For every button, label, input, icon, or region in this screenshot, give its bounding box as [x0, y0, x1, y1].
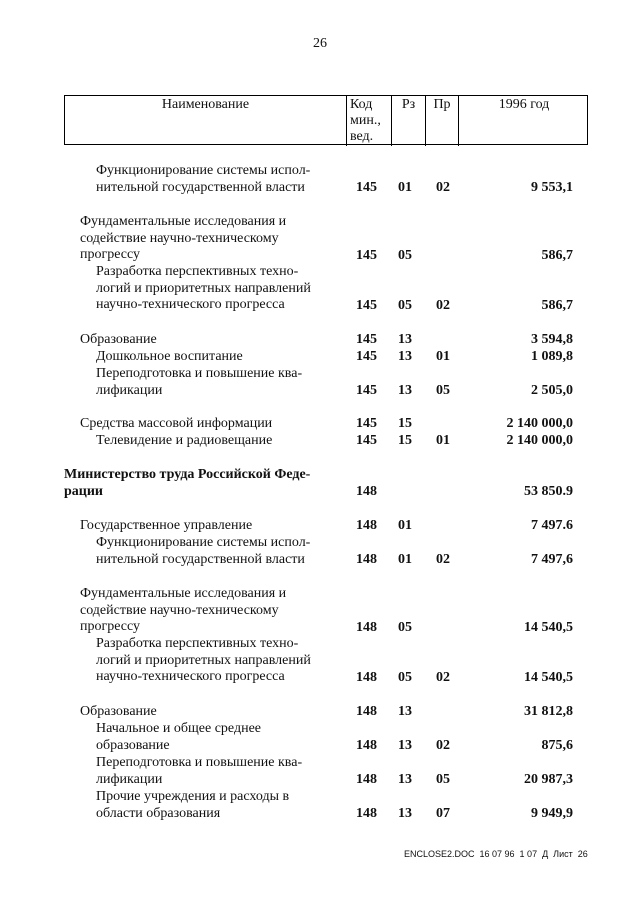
row-value: 7 497,6: [531, 552, 573, 567]
row-rz: 01: [398, 552, 412, 567]
row-code: 145: [356, 248, 377, 263]
row-name: Телевидение и радиовещание: [96, 433, 273, 448]
row-value: 875,6: [541, 738, 573, 753]
row-code: 145: [356, 383, 377, 398]
row-value: 586,7: [541, 248, 573, 263]
row-name: Начальное и общее среднее образование: [96, 721, 261, 753]
row-pr: 01: [436, 433, 450, 448]
row-value: 31 812,8: [524, 704, 573, 719]
row-value: 7 497.6: [531, 518, 573, 533]
row-name: Переподготовка и повышение ква- лификации: [96, 755, 303, 787]
row-pr: 02: [436, 670, 450, 685]
row-rz: 13: [398, 332, 412, 347]
page-number: 26: [313, 36, 327, 51]
row-value: 53 850.9: [524, 484, 573, 499]
row-code: 148: [356, 620, 377, 635]
document-footer: ENCLOSE2.DOC 16 07 96 1 07 Д Лист 26: [404, 849, 588, 859]
row-rz: 01: [398, 180, 412, 195]
header-pr: Пр: [425, 96, 458, 146]
row-pr: 02: [436, 298, 450, 313]
row-pr: 02: [436, 180, 450, 195]
row-rz: 13: [398, 738, 412, 753]
row-value: 14 540,5: [524, 620, 573, 635]
row-rz: 01: [398, 518, 412, 533]
row-name: Разработка перспективных техно- логий и приоритетных направлений научно-технического прогресса: [96, 264, 311, 313]
row-code: 148: [356, 484, 377, 499]
header-rz: Рз: [391, 96, 425, 146]
row-code: 148: [356, 738, 377, 753]
row-rz: 15: [398, 433, 412, 448]
row-rz: 13: [398, 806, 412, 821]
row-code: 148: [356, 704, 377, 719]
row-code: 145: [356, 349, 377, 364]
row-code: 145: [356, 180, 377, 195]
row-name: Образование: [80, 332, 157, 347]
row-name: Переподготовка и повышение ква- лификации: [96, 366, 303, 398]
row-pr: 05: [436, 772, 450, 787]
row-code: 148: [356, 806, 377, 821]
row-rz: 05: [398, 248, 412, 263]
row-rz: 05: [398, 620, 412, 635]
row-value: 9 949,9: [531, 806, 573, 821]
header-year: 1996 год: [458, 96, 589, 146]
row-rz: 13: [398, 383, 412, 398]
row-code: 145: [356, 332, 377, 347]
row-value: 20 987,3: [524, 772, 573, 787]
row-pr: 01: [436, 349, 450, 364]
row-value: 3 594,8: [531, 332, 573, 347]
row-rz: 13: [398, 704, 412, 719]
row-value: 14 540,5: [524, 670, 573, 685]
row-code: 148: [356, 670, 377, 685]
row-code: 145: [356, 298, 377, 313]
row-name: Государственное управление: [80, 518, 253, 533]
row-value: 2 505,0: [531, 383, 573, 398]
row-value: 2 140 000,0: [506, 433, 573, 448]
header-name: Наименование: [161, 97, 250, 112]
row-name: Дошкольное воспитание: [96, 349, 243, 364]
row-name: Фундаментальные исследования и содействие научно-техническому прогрессу: [80, 586, 287, 635]
row-rz: 05: [398, 670, 412, 685]
row-code: 145: [356, 433, 377, 448]
row-name: Фундаментальные исследования и содействие научно-техническому прогрессу: [80, 214, 287, 263]
row-pr: 02: [436, 738, 450, 753]
row-value: 2 140 000,0: [506, 416, 573, 431]
row-code: 148: [356, 552, 377, 567]
row-rz: 13: [398, 349, 412, 364]
row-value: 9 553,1: [531, 180, 573, 195]
row-rz: 05: [398, 298, 412, 313]
row-pr: 07: [436, 806, 450, 821]
row-pr: 02: [436, 552, 450, 567]
row-code: 148: [356, 772, 377, 787]
row-name: Прочие учреждения и расходы в области образования: [96, 789, 290, 821]
row-name: Образование: [80, 704, 157, 719]
row-code: 145: [356, 416, 377, 431]
row-pr: 05: [436, 383, 450, 398]
row-name: Министерство труда Российской Феде- рации: [64, 467, 311, 499]
row-name: Разработка перспективных техно- логий и приоритетных направлений научно-технического прогресса: [96, 636, 311, 685]
row-name: Средства массовой информации: [80, 416, 273, 431]
row-value: 1 089,8: [531, 349, 573, 364]
row-name: Функционирование системы испол- нительной государственной власти: [96, 535, 311, 567]
row-rz: 15: [398, 416, 412, 431]
row-value: 586,7: [541, 298, 573, 313]
row-name: Функционирование системы испол- нительной государственной власти: [96, 163, 311, 195]
row-rz: 13: [398, 772, 412, 787]
row-code: 148: [356, 518, 377, 533]
header-code: Код мин., вед.: [346, 96, 391, 146]
